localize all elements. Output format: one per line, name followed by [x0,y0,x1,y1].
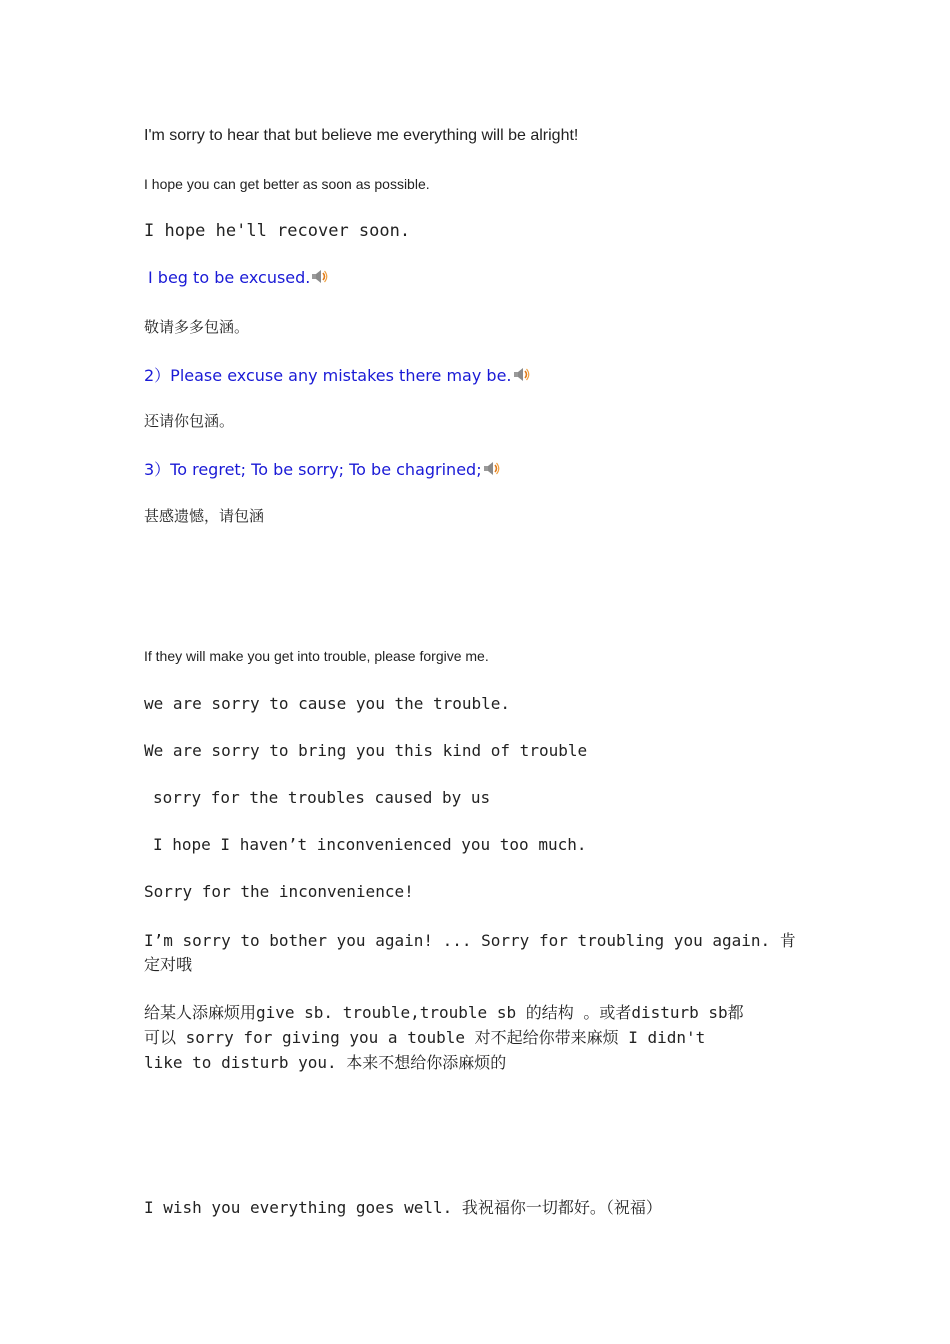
example-text: 3）To regret; To be sorry; To be chagrined; [144,460,482,479]
text-line: I hope he'll recover soon. [144,221,411,241]
text-line: 甚感遗憾，请包涵 [144,507,265,525]
text-line: 还请你包涵。 [144,412,235,430]
text-line: I hope you can get better as soon as possible. [144,176,430,192]
text-line: 敬请多多包涵。 [144,318,250,336]
text-line: we are sorry to cause you the trouble. [144,694,511,713]
speaker-icon[interactable] [311,269,329,284]
paragraph-line: 定对哦 [144,955,193,974]
text-line: We are sorry to bring you this kind of trouble [144,741,588,760]
text-line: I hope I haven’t inconvenienced you too much. [153,835,587,854]
text-paragraph [144,929,796,977]
text-line: Sorry for the inconvenience! [144,882,414,901]
text-paragraph [144,1000,744,1075]
audio-example-line [148,268,329,287]
speaker-icon[interactable] [513,367,531,382]
text-line: I'm sorry to hear that but believe me everything will be alright! [144,127,579,144]
example-text: I beg to be excused. [148,268,311,287]
text-line: If they will make you get into trouble, please forgive me. [144,648,489,664]
paragraph-line: 给某人添麻烦用give sb. trouble,trouble sb 的结构 。或者disturb sb都 [144,1003,744,1022]
example-text: 2）Please excuse any mistakes there may be. [144,366,512,385]
audio-example-line [144,457,501,480]
text-line: I wish you everything goes well. 我祝福你一切都好。（祝福） [144,1198,662,1217]
speaker-icon[interactable] [483,461,501,476]
paragraph-line: I’m sorry to bother you again! ... Sorry for troubling you again. 肯 [144,931,796,950]
paragraph-line: like to disturb you. 本来不想给你添麻烦的 [144,1053,507,1072]
audio-example-line [144,363,531,386]
paragraph-line: 可以 sorry for giving you a touble 对不起给你带来麻烦 I didn't [144,1028,706,1047]
text-line: sorry for the troubles caused by us [153,788,491,807]
